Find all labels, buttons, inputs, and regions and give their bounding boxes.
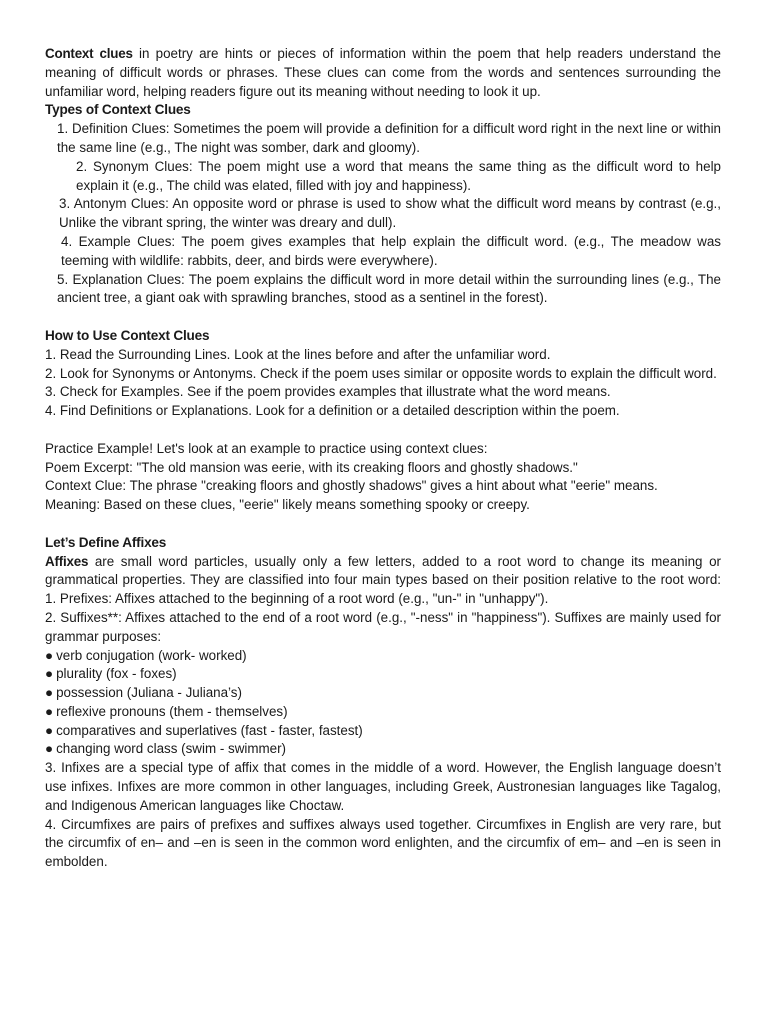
bullet-item xyxy=(45,703,721,722)
types-item-example: 4. Example Clues: The poem gives examples that help explain the difficult word. (e.g., The meadow was teeming with wildlife: rabbits, deer, and birds were everywhere). xyxy=(61,233,721,268)
practice-intro: Practice Example! Let's look at an example to practice using context clues: xyxy=(45,440,488,456)
bullet-item xyxy=(45,722,721,741)
affixes-intro-paragraph xyxy=(45,553,721,609)
affixes-suffixes: 2. Suffixes**: Affixes attached to the end of a root word (e.g., "-ness" in "happiness"). Suffixes are mainly used for grammar purposes: xyxy=(45,609,721,644)
affixes-infixes: 3. Infixes are a special type of affix that comes in the middle of a word. However, the English language doesn’t use infixes. Infixes are more common in other languages, including Greek, Austronesian languages like Tagalog, and Indigenous American languages like Choctaw. xyxy=(45,760,721,813)
bullet-item xyxy=(45,684,721,703)
bullet-text: changing word class (swim - swimmer) xyxy=(56,741,287,757)
howto-item-1: 1. Read the Surrounding Lines. Look at the lines before and after the unfamiliar word. xyxy=(45,346,551,362)
bullet-icon: ● xyxy=(45,722,54,738)
bullet-item xyxy=(45,647,721,666)
bullet-icon: ● xyxy=(45,647,54,663)
howto-item-3: 3. Check for Examples. See if the poem provides examples that illustrate what the word means. xyxy=(45,384,611,400)
bullet-icon: ● xyxy=(45,703,54,719)
types-item-definition: 1. Definition Clues: Sometimes the poem will provide a definition for a difficult word right in the next line or within the same line (e.g., The night was somber, dark and gloomy). xyxy=(57,121,721,155)
types-item-antonym: 3. Antonym Clues: An opposite word or phrase is used to show what the difficult word means by contrast (e.g., Unlike the vibrant spring, the winter was dreary and dull). xyxy=(59,196,721,231)
bullet-icon: ● xyxy=(45,685,54,701)
types-item-explanation: 5. Explanation Clues: The poem explains the difficult word in more detail within the surrounding lines (e.g., The ancient tree, a giant oak with sprawling branches, stood as a sentinel in the forest). xyxy=(57,271,721,306)
types-item-synonym: 2. Synonym Clues: The poem might use a word that means the same thing as the difficult word to help explain it (e.g., The child was elated, filled with joy and happiness). xyxy=(76,158,721,193)
intro-paragraph xyxy=(45,45,721,101)
document-page xyxy=(45,45,721,872)
spacer xyxy=(45,421,721,440)
spacer xyxy=(45,515,721,534)
bullet-text: verb conjugation (work- worked) xyxy=(56,647,247,663)
practice-excerpt: Poem Excerpt: "The old mansion was eerie, with its creaking floors and ghostly shadows." xyxy=(45,459,578,475)
affixes-circumfixes: 4. Circumfixes are pairs of prefixes and suffixes always used together. Circumfixes in English are very rare, but the circumfix of en– and –en is seen in the common word enlighten, and the circumfix of em– and –en is seen in embolden. xyxy=(45,816,721,870)
bullet-item xyxy=(45,665,721,684)
affixes-lead-term: Affixes xyxy=(45,553,89,569)
bullet-text: reflexive pronouns (them - themselves) xyxy=(56,703,288,719)
intro-text: in poetry are hints or pieces of information within the poem that help readers understand the meaning of difficult words or phrases. These clues can come from the words and sentences surrounding the unfamiliar word, helping readers figure out its meaning without needing to look it up. xyxy=(45,46,721,99)
bullet-icon: ● xyxy=(45,741,54,757)
bullet-text: comparatives and superlatives (fast - faster, fastest) xyxy=(56,722,363,738)
affixes-intro-text: are small word particles, usually only a few letters, added to a root word to change its meaning or grammatical properties. They are classified into four main types based on their position relative to the root word: 1. Prefixes: Affixes attached to the beginning of a root word (e.g., "un-" in "unhappy"). xyxy=(45,553,721,607)
spacer xyxy=(45,308,721,327)
bullet-item xyxy=(45,740,721,759)
bullet-text: possession (Juliana - Juliana’s) xyxy=(56,685,242,701)
types-heading: Types of Context Clues xyxy=(45,102,191,118)
intro-lead-term: Context clues xyxy=(45,46,133,61)
howto-item-4: 4. Find Definitions or Explanations. Look for a definition or a detailed description within the poem. xyxy=(45,403,620,419)
affixes-heading: Let’s Define Affixes xyxy=(45,534,167,550)
practice-meaning: Meaning: Based on these clues, "eerie" likely means something spooky or creepy. xyxy=(45,497,530,513)
bullet-icon: ● xyxy=(45,666,54,682)
bullet-text: plurality (fox - foxes) xyxy=(56,666,177,682)
howto-item-2: 2. Look for Synonyms or Antonyms. Check if the poem uses similar or opposite words to explain the difficult word. xyxy=(45,365,717,381)
practice-clue: Context Clue: The phrase "creaking floors and ghostly shadows" gives a hint about what "eerie" means. xyxy=(45,478,658,494)
howto-heading: How to Use Context Clues xyxy=(45,327,210,343)
